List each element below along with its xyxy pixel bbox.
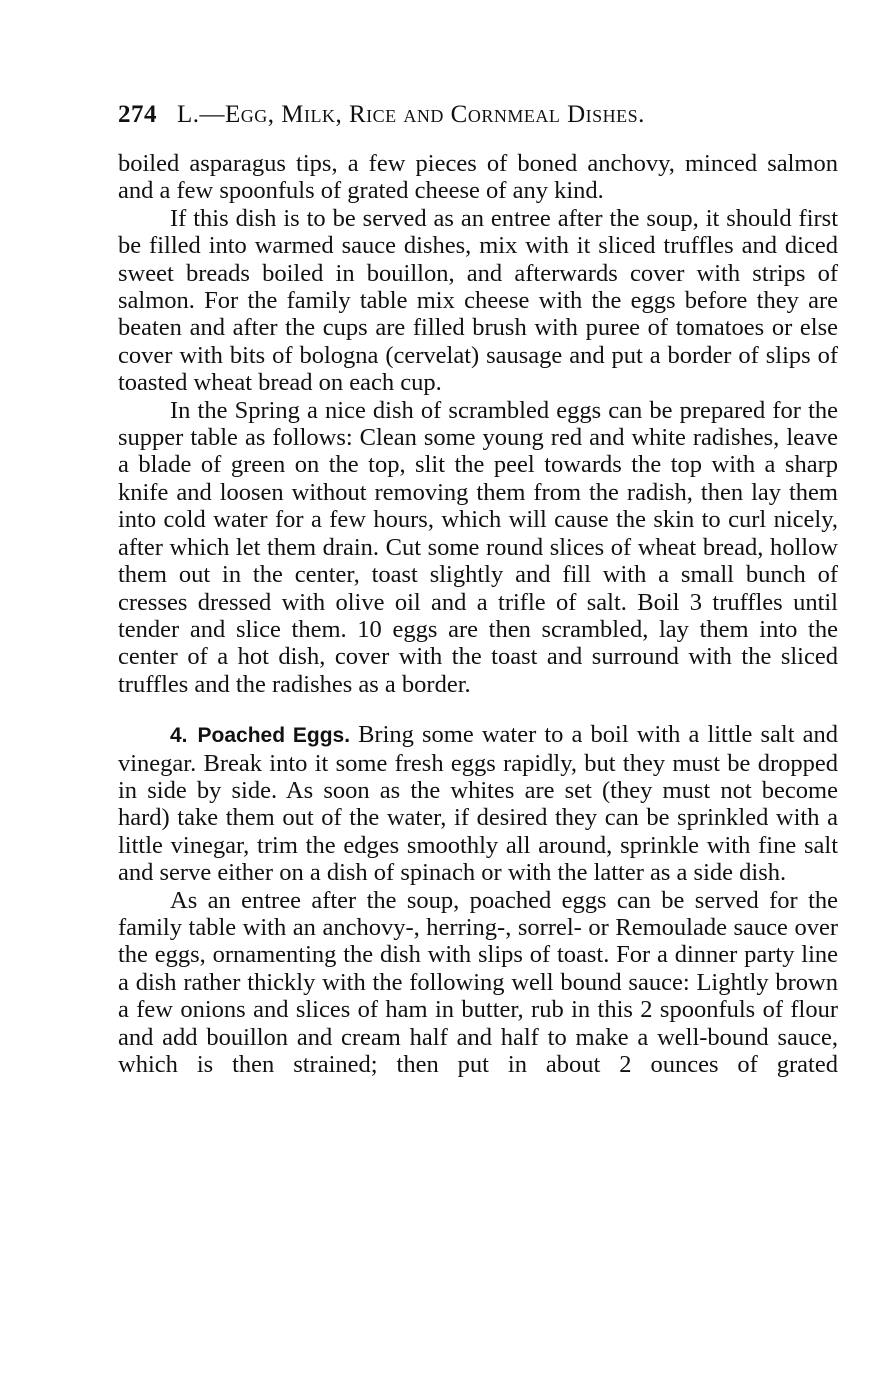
running-head: L.—Egg, Milk, Rice and Cornmeal Dishes. <box>177 101 645 128</box>
section-number: 4. <box>170 724 188 748</box>
page-number: 274 <box>118 101 157 128</box>
book-page <box>118 100 838 1078</box>
section-poached-eggs <box>118 721 838 886</box>
paragraph-entree-variation: If this dish is to be served as an entree after the soup, it should first be filled into warmed sauce dishes, mix with it sliced truffles and diced sweet breads boiled in bouillon, and afterwards cover with strips of salmon. For the family table mix cheese with the eggs before they are beaten and after the cups are filled brush with puree of tomatoes or else cover with bits of bologna (cervelat) sausage and put a border of slips of toasted wheat bread on each cup. <box>118 204 838 397</box>
section-title: Poached Eggs. <box>197 724 351 748</box>
section-body: Bring some water to a boil with a little salt and vinegar. Break into it some fresh eggs rapidly, but they must be dropped in side by side. As soon as the whites are set (they must not become hard) take them out of the water, if desired they can be sprinkled with a little vinegar, trim the edges smoothly all around, sprinkle with fine salt and serve either on a dish of spinach or with the latter as a side dish. <box>118 721 838 887</box>
paragraph-poached-eggs-entree: As an entree after the soup, poached eggs can be served for the family table with an anchovy-, herring-, sorrel- or Remoulade sauce over the eggs, ornamenting the dish with slips of toast. For a dinner party line a dish rather thickly with the following well bound sauce: Lightly brown a few onions and slices of ham in butter, rub in this 2 spoonfuls of flour and add bouillon and cream half and half to make a well-bound sauce, which is then strained; then put in about 2 ounces of grated <box>118 886 838 1078</box>
page-header <box>118 100 838 130</box>
paragraph-continuation: boiled asparagus tips, a few pieces of boned anchovy, minced salmon and a few spoonfuls of grated cheese of any kind. <box>118 150 838 205</box>
paragraph-spring-scrambled-eggs: In the Spring a nice dish of scrambled eggs can be prepared for the supper table as follows: Clean some young red and white radishes, leave a blade of green on the top, slit the peel towards the top with a sharp knife and loosen without removing them from the radish, then lay them into cold water for a few hours, which will cause the skin to curl nicely, after which let them drain. Cut some round slices of wheat bread, hollow them out in the center, toast slightly and fill with a small bunch of cresses dressed with olive oil and a trifle of salt. Boil 3 truffles until tender and slice them. 10 eggs are then scrambled, lay them into the center of a hot dish, cover with the toast and surround with the sliced truffles and the radishes as a border. <box>118 396 838 698</box>
